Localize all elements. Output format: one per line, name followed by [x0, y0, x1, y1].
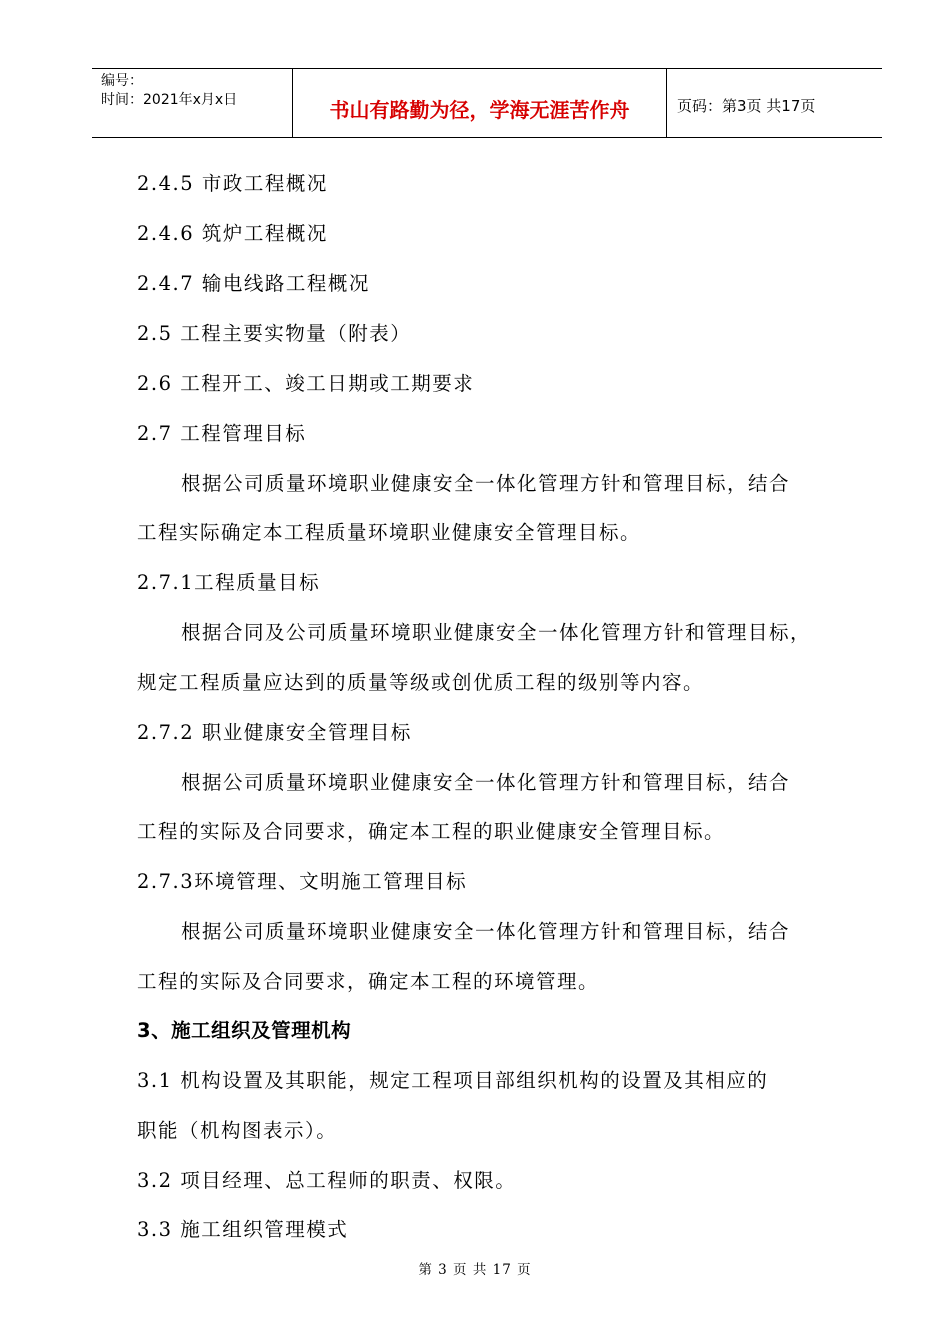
header-page-cell [667, 69, 882, 137]
heading-2-7-3: 2.7.3环境管理、文明施工管理目标 [137, 870, 468, 893]
document-number: 编号： [101, 73, 143, 89]
heading-3-2: 3.2 项目经理、总工程师的职责、权限。 [137, 1169, 517, 1192]
heading-2-7: 2.7 工程管理目标 [137, 422, 307, 445]
paragraph-line: 根据公司质量环境职业健康安全一体化管理方针和管理目标，结合 [181, 472, 791, 495]
paragraph-line: 工程实际确定本工程质量环境职业健康安全管理目标。 [137, 521, 642, 544]
heading-2-4-5: 2.4.5 市政工程概况 [137, 172, 328, 195]
heading-3-1: 3.1 机构设置及其职能，规定工程项目部组织机构的设置及其相应的 [137, 1069, 769, 1092]
document-date: 时间：2021年x月x日 [101, 92, 238, 108]
page-header [92, 68, 882, 138]
heading-2-5: 2.5 工程主要实物量（附表） [137, 322, 412, 345]
heading-2-4-7: 2.4.7 输电线路工程概况 [137, 272, 370, 295]
header-motto: 书山有路勤为径，学海无涯苦作舟 [329, 98, 630, 122]
section-heading-3: 3、施工组织及管理机构 [137, 1019, 352, 1042]
header-motto-cell [292, 69, 667, 137]
paragraph-line: 根据公司质量环境职业健康安全一体化管理方针和管理目标，结合 [181, 920, 791, 943]
paragraph-line: 规定工程质量应达到的质量等级或创优质工程的级别等内容。 [137, 671, 705, 694]
heading-2-4-6: 2.4.6 筑炉工程概况 [137, 222, 328, 245]
paragraph-line: 工程的实际及合同要求，确定本工程的环境管理。 [137, 970, 600, 993]
paragraph-line: 职能（机构图表示）。 [137, 1119, 338, 1142]
heading-2-6: 2.6 工程开工、竣工日期或工期要求 [137, 372, 475, 395]
header-meta-cell [92, 69, 292, 137]
heading-2-7-2: 2.7.2 职业健康安全管理目标 [137, 721, 412, 744]
heading-3-3: 3.3 施工组织管理模式 [137, 1218, 349, 1241]
page-footer: 第 3 页 共 17 页 [418, 1262, 532, 1278]
heading-2-7-1: 2.7.1工程质量目标 [137, 571, 321, 594]
paragraph-line: 根据合同及公司质量环境职业健康安全一体化管理方针和管理目标， [181, 621, 812, 644]
header-page-number: 页码：第3页 共17页 [677, 97, 816, 115]
paragraph-line: 工程的实际及合同要求，确定本工程的职业健康安全管理目标。 [137, 820, 726, 843]
paragraph-line: 根据公司质量环境职业健康安全一体化管理方针和管理目标，结合 [181, 771, 791, 794]
